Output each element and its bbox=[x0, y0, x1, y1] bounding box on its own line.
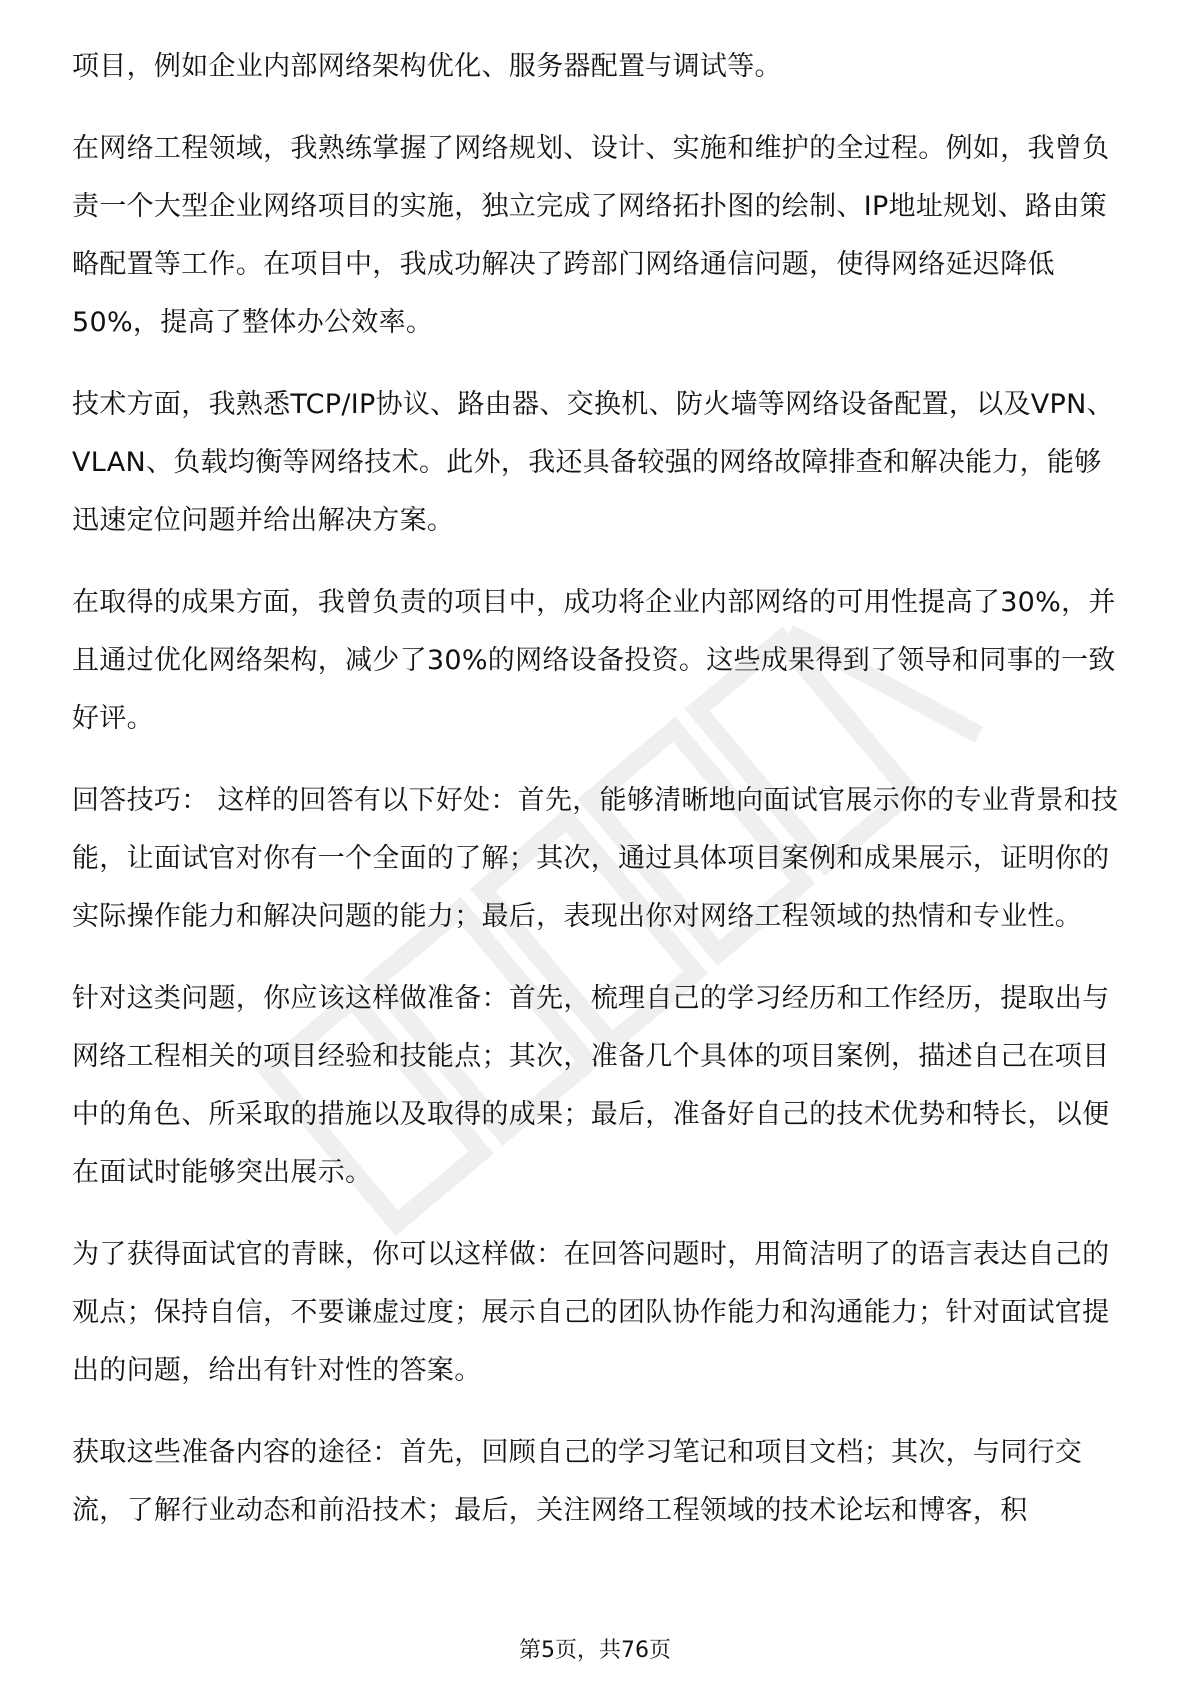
paragraph-preparation: 针对这类问题，你应该这样做准备：首先，梳理自己的学习经历和工作经历，提取出与网络工程相关的项目经验和技能点；其次，准备几个具体的项目案例，描述自己在项目中的角色、所采取的措施以及取得的成果；最后，准备好自己的技术优势和特长，以便在面试时能够突出展示。 bbox=[72, 983, 1110, 1188]
document-body bbox=[72, 38, 1122, 1564]
paragraph-achievements: 在取得的成果方面，我曾负责的项目中，成功将企业内部网络的可用性提高了30%，并且通过优化网络架构，减少了30%的网络设备投资。这些成果得到了领导和同事的一致好评。 bbox=[72, 587, 1116, 734]
paragraph-project-examples: 项目，例如企业内部网络架构优化、服务器配置与调试等。 bbox=[72, 51, 782, 82]
paragraph-technical-skills: 技术方面，我熟悉TCP/IP协议、路由器、交换机、防火墙等网络设备配置，以及VPN、VLAN、负载均衡等网络技术。此外，我还具备较强的网络故障排查和解决能力，能够迅速定位问题并给出解决方案。 bbox=[72, 389, 1114, 536]
paragraph-answer-tips: 回答技巧： 这样的回答有以下好处：首先，能够清晰地向面试官展示你的专业背景和技能，让面试官对你有一个全面的了解；其次，通过具体项目案例和成果展示，证明你的实际操作能力和解决问题的能力；最后，表现出你对网络工程领域的热情和专业性。 bbox=[72, 785, 1119, 932]
paragraph-win-interviewer: 为了获得面试官的青睐，你可以这样做：在回答问题时，用简洁明了的语言表达自己的观点；保持自信，不要谦虚过度；展示自己的团队协作能力和沟通能力；针对面试官提出的问题，给出有针对性的答案。 bbox=[72, 1239, 1110, 1386]
page-number: 第5页，共76页 bbox=[519, 1638, 671, 1663]
paragraph-network-engineering: 在网络工程领域，我熟练掌握了网络规划、设计、实施和维护的全过程。例如，我曾负责一个大型企业网络项目的实施，独立完成了网络拓扑图的绘制、IP地址规划、路由策略配置等工作。在项目中，我成功解决了跨部门网络通信问题，使得网络延迟降低50%，提高了整体办公效率。 bbox=[72, 133, 1110, 338]
paragraph-sources: 获取这些准备内容的途径：首先，回顾自己的学习笔记和项目文档；其次，与同行交流，了解行业动态和前沿技术；最后，关注网络工程领域的技术论坛和博客，积 bbox=[72, 1437, 1083, 1526]
